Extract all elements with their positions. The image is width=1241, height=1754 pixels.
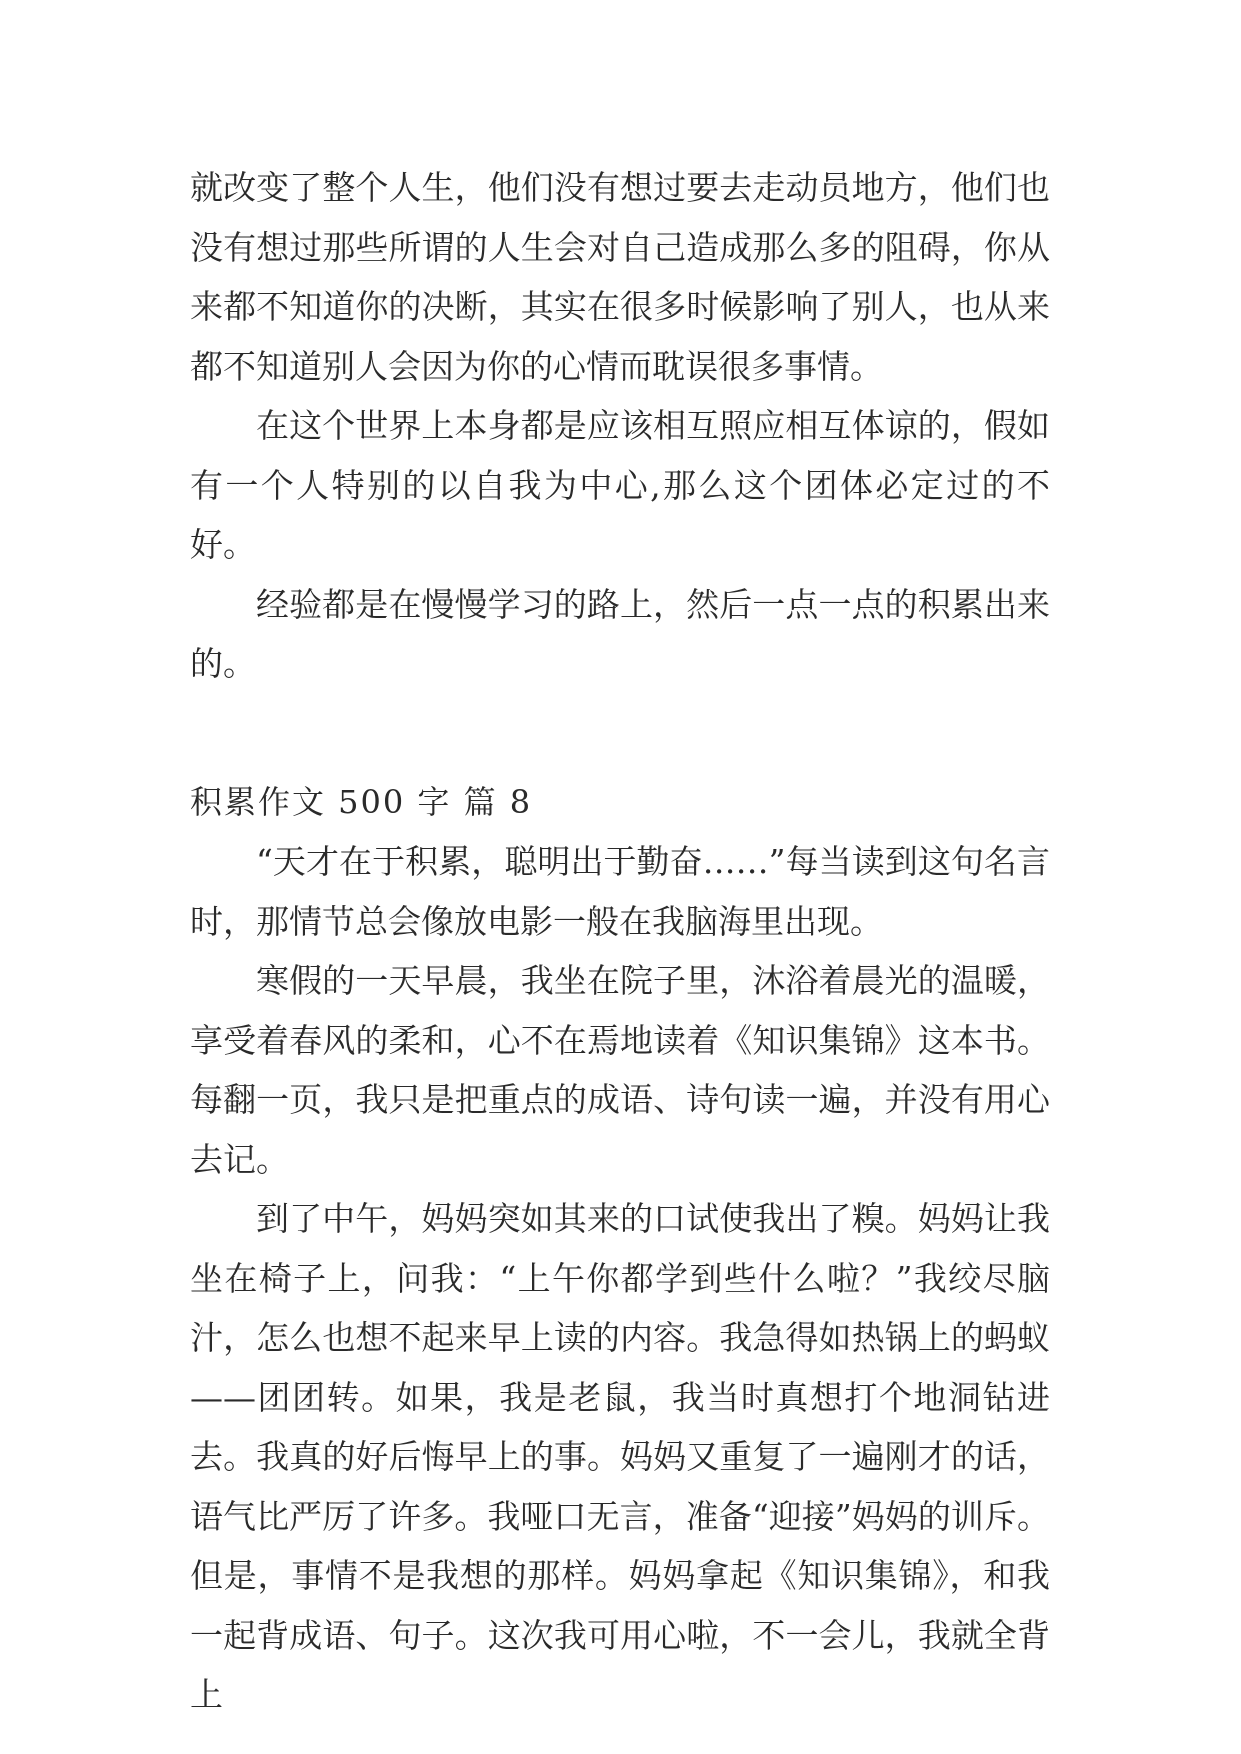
paragraph: 在这个世界上本身都是应该相互照应相互体谅的，假如有一个人特别的以自我为中心,那么这个团体必定过的不好。 bbox=[190, 406, 1050, 564]
paragraph: 到了中午，妈妈突如其来的口试使我出了糗。妈妈让我坐在椅子上，问我：“上午你都学到些什么啦？”我绞尽脑汁，怎么也想不起来早上读的内容。我急得如热锅上的蚂蚁——团团转。如果，我是老鼠，我当时真想打个地洞钻进去。我真的好后悔早上的事。妈妈又重复了一遍刚才的话，语气比严厉了许多。我哑口无言，准备“迎接”妈妈的训斥。但是，事情不是我想的那样。妈妈拿起《知识集锦》，和我一起背成语、句子。这次我可用心啦，不一会儿，我就全背上 bbox=[190, 1199, 1050, 1714]
section-heading: 积累作文 500 字 篇 8 bbox=[190, 782, 533, 821]
paragraph: “天才在于积累，聪明出于勤奋……”每当读到这句名言时，那情节总会像放电影一般在我脑海里出现。 bbox=[190, 842, 1050, 941]
paragraph: 经验都是在慢慢学习的路上，然后一点一点的积累出来的。 bbox=[190, 584, 1050, 683]
paragraph: 就改变了整个人生，他们没有想过要去走动员地方，他们也没有想过那些所谓的人生会对自己造成那么多的阻碍，你从来都不知道你的决断，其实在很多时候影响了别人，也从来都不知道别人会因为你的心情而耽误很多事情。 bbox=[190, 168, 1050, 386]
paragraph: 寒假的一天早晨，我坐在院子里，沐浴着晨光的温暖，享受着春风的柔和，心不在焉地读着《知识集锦》这本书。每翻一页，我只是把重点的成语、诗句读一遍，并没有用心去记。 bbox=[190, 961, 1050, 1179]
document-body bbox=[190, 158, 1050, 1725]
